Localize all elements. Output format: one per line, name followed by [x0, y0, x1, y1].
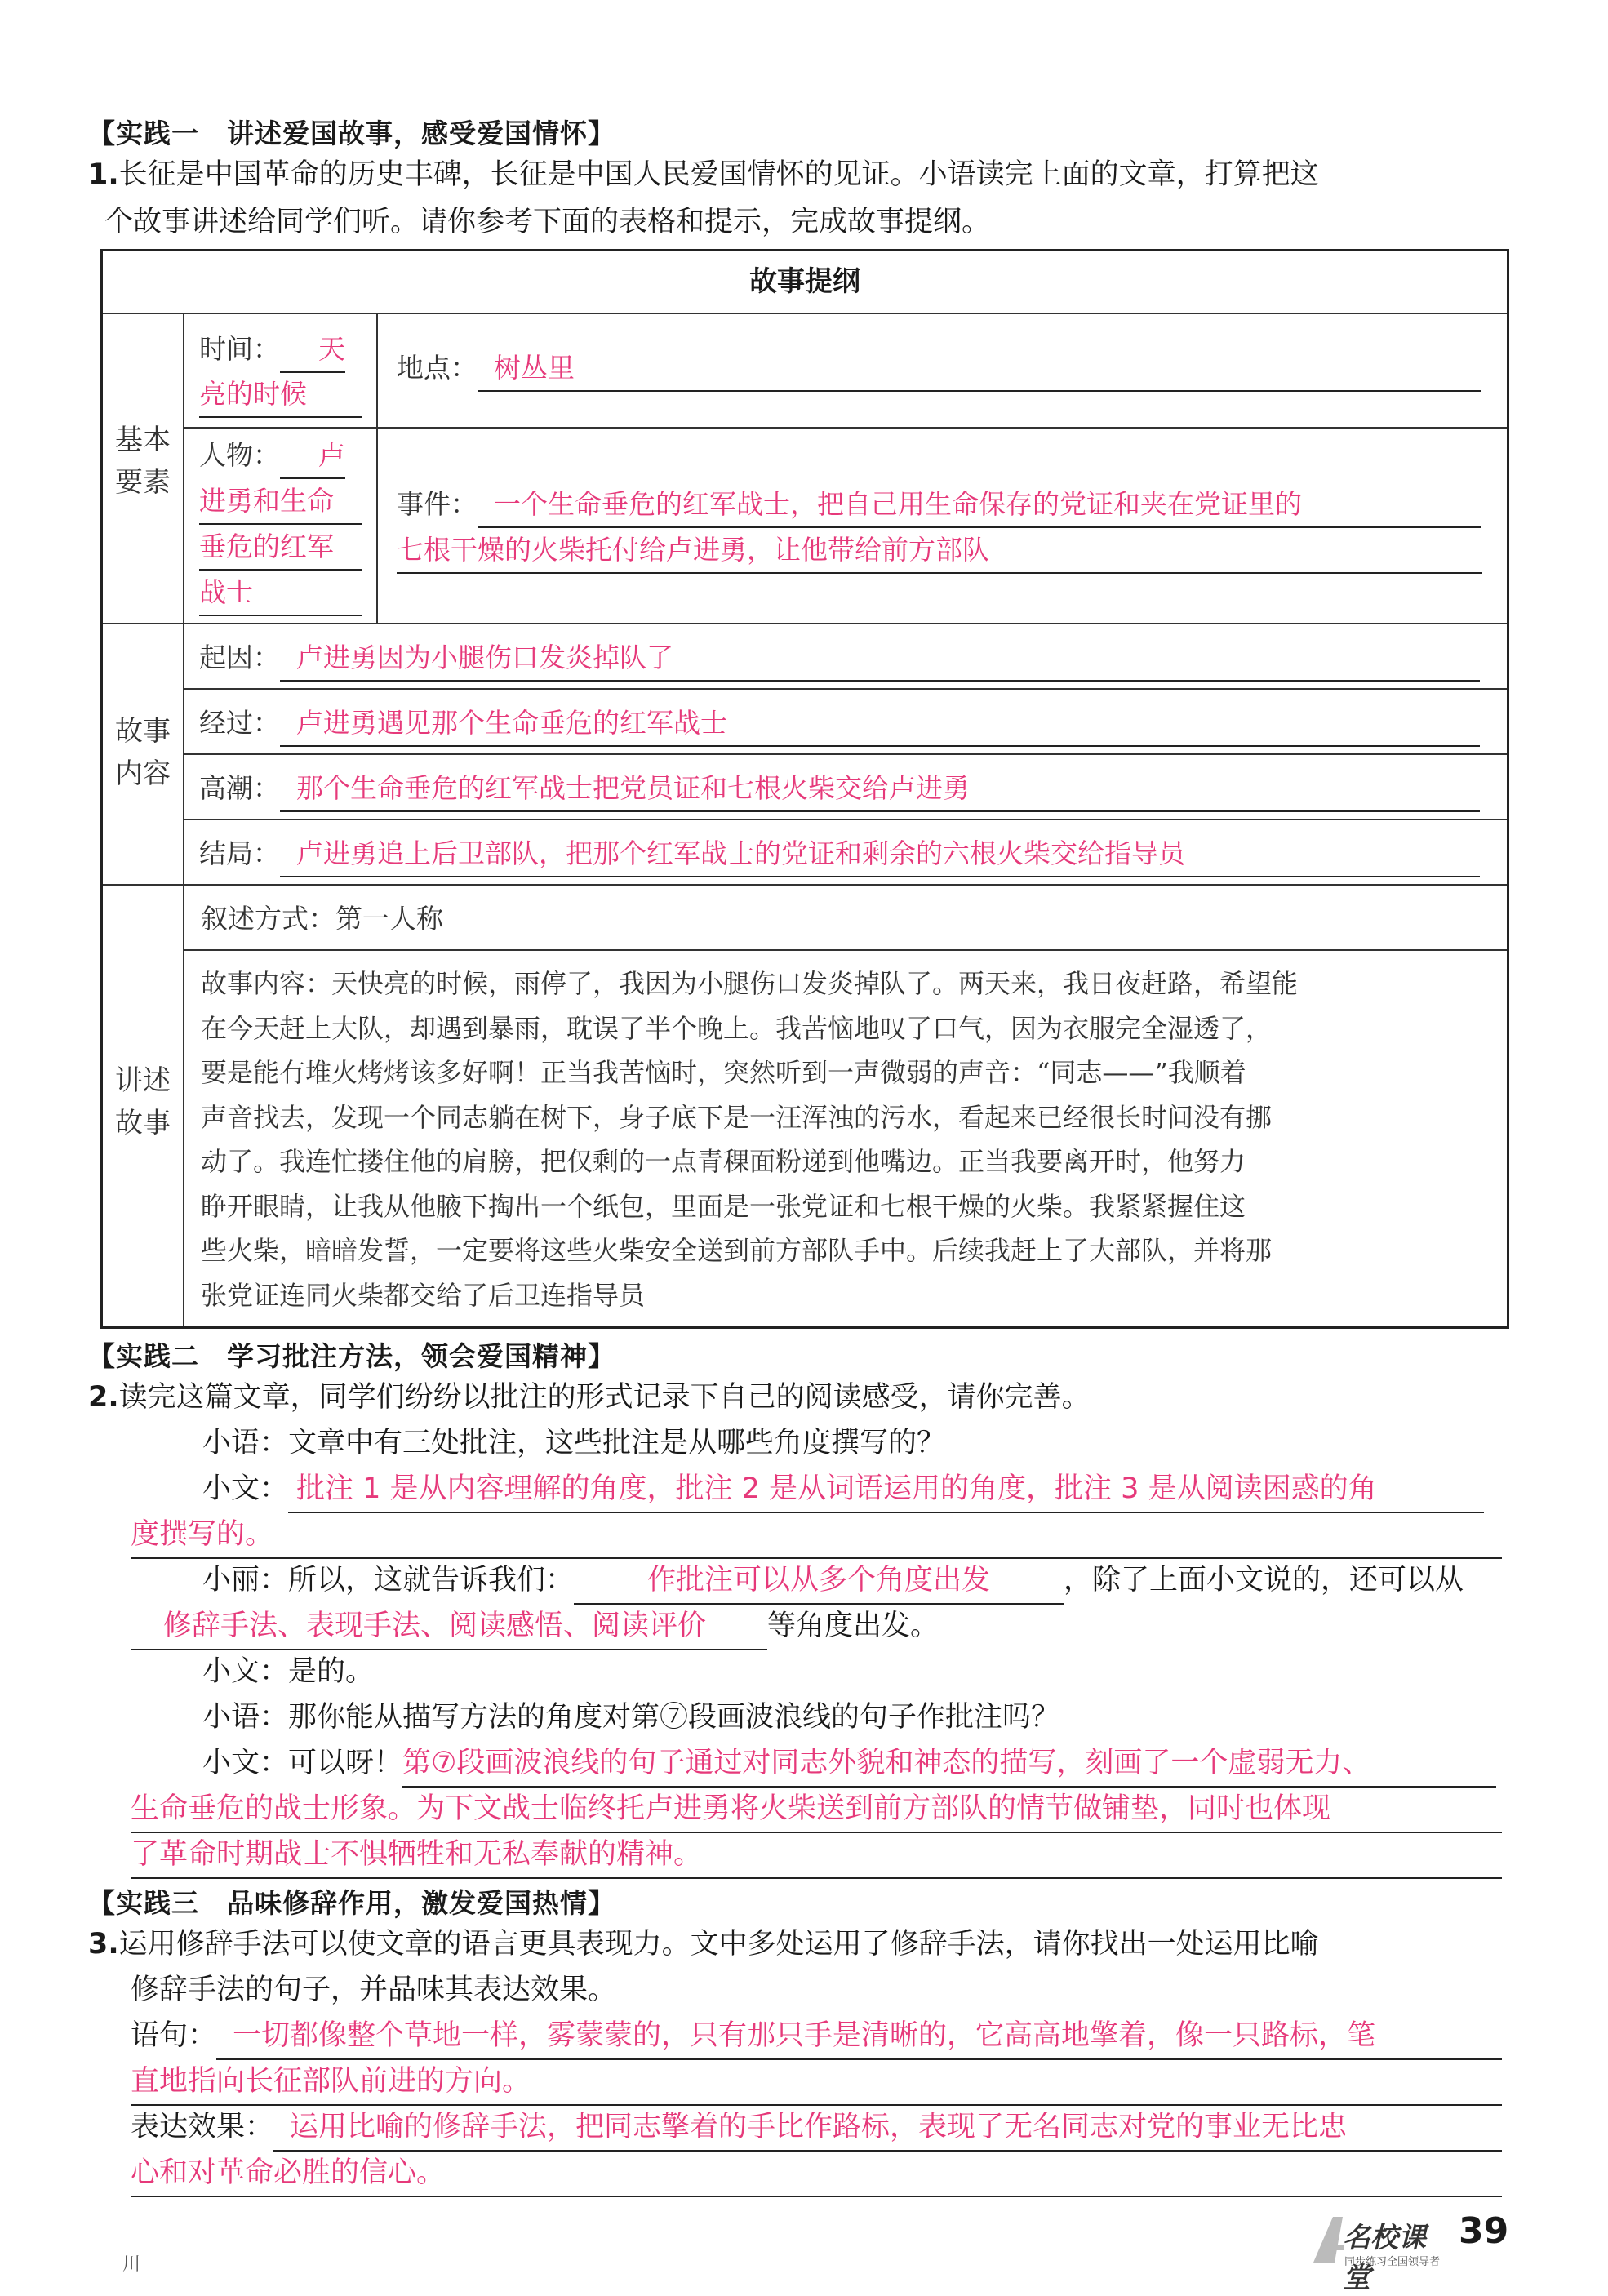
dialogue-3-label: 小丽：所以，这就告诉我们：: [202, 1564, 575, 1597]
story-text: [201, 961, 1499, 1317]
person-answer-3: 垂危的红军: [199, 524, 362, 571]
sentence-answer-1: 一切都像整个草地一样，雾蒙蒙的，只有那只手是清晰的，它高高地擎着，像一只路标，笔: [216, 2013, 1502, 2060]
effect-answer-2: 心和对革命必胜的信心。: [131, 2150, 1502, 2197]
dialogue-4: 小文：是的。: [202, 1655, 375, 1688]
dialogue-2-answer-2: 度撰写的。: [131, 1512, 1502, 1559]
ending-answer: 卢进勇追上后卫部队，把那个红军战士的党证和剩余的六根火柴交给指导员: [280, 831, 1480, 877]
dialogue-2-answer-1: 批注 1 是从内容理解的角度，批注 2 是从词语运用的角度，批注 3 是从阅读困惑的角: [288, 1466, 1484, 1513]
table-title: 故事提纲: [749, 265, 860, 298]
sentence-row-2: [131, 2058, 1502, 2106]
cause-answer: 卢进勇因为小腿伤口发炎掉队了: [280, 635, 1480, 682]
place-answer: 树丛里: [478, 345, 1481, 392]
dialogue-5: 小语：那你能从描写方法的角度对第⑦段画波浪线的句子作批注吗？: [202, 1701, 1060, 1734]
section-1-title: 【实践一 讲述爱国故事，感受爱国情怀】: [88, 118, 615, 149]
brand-name: 名校课堂: [1343, 2222, 1426, 2294]
effect-answer-1: 运用比喻的修辞手法，把同志擎着的手比作路标，表现了无名同志对党的事业无比忠: [273, 2104, 1502, 2152]
event-answer-2-line: [397, 527, 1482, 574]
effect-row: [131, 2104, 1502, 2152]
event-label: 事件：: [397, 488, 478, 520]
section-2-title: 【实践二 学习批注方法，领会爱国精神】: [88, 1340, 615, 1372]
event-answer-2: 七根干燥的火柴托付给卢进勇，让他带给前方部队: [397, 527, 1482, 574]
place-cell: [397, 345, 1481, 392]
footer-mark: 川: [122, 2254, 141, 2275]
question-1-number: 1.: [88, 158, 119, 191]
sentence-row: [131, 2013, 1502, 2060]
person-answer-2: 进勇和生命: [199, 478, 362, 525]
time-answer-1: 天: [280, 326, 345, 373]
section-3-title: 【实践三 品味修辞作用，激发爱国热情】: [88, 1887, 615, 1919]
effect-label: 表达效果：: [131, 2111, 274, 2143]
person-label: 人物：: [199, 439, 280, 471]
cause-cell: [199, 635, 1480, 682]
story-line: 故事内容：天快亮的时候，雨停了，我因为小腿伤口发炎掉队了。两天来，我日夜赶路，希望能: [201, 968, 1299, 999]
dialogue-1: 小语：文章中有三处批注，这些批注是从哪些角度撰写的？: [202, 1427, 946, 1459]
question-1-line-2: 个故事讲述给同学们听。请你参考下面的表格和提示，完成故事提纲。: [104, 206, 991, 238]
dialogue-6-line-2: [131, 1786, 1502, 1833]
dialogue-2-line-2: [131, 1512, 1502, 1559]
story-outline-table: [100, 249, 1509, 1329]
question-2-number: 2.: [88, 1381, 119, 1414]
story-line: 要是能有堆火烤烤该多好啊！正当我苦恼时，突然听到一声微弱的声音：“同志——”我顺着: [201, 1057, 1246, 1088]
time-answer-2: 亮的时候: [199, 371, 362, 418]
story-line: 在今天赶上大队，却遇到暴雨，耽误了半个晚上。我苦恼地叹了口气，因为衣服完全湿透了，: [201, 1012, 1273, 1044]
time-label: 时间：: [199, 333, 280, 365]
dialogue-3-rest: ，除了上面小文说的，还可以从: [1064, 1564, 1464, 1597]
dialogue-3-rest-2: 等角度出发。: [767, 1610, 939, 1642]
time-cell-line-2: [199, 371, 362, 418]
effect-row-2: [131, 2150, 1502, 2197]
brand-logo: [1310, 2212, 1449, 2294]
story-line: 些火柴，暗暗发誓，一定要将这些火柴安全送到前方部队手中。后续我赶上了大部队，并将那: [201, 1235, 1273, 1266]
story-line: 张党证连同火柴都交给了后卫连指导员: [201, 1279, 646, 1311]
dialogue-6-answer-2: 生命垂危的战士形象。为下文战士临终托卢进勇将火柴送到前方部队的情节做铺垫，同时也体现: [131, 1786, 1502, 1833]
tell-story-label: 讲述 故事: [115, 1064, 171, 1139]
dialogue-6-answer-1: 第⑦段画波浪线的句子通过对同志外貌和神态的描写，刻画了一个虚弱无力、: [402, 1740, 1496, 1788]
question-3-line-1: 运用修辞手法可以使文章的语言更具表现力。文中多处运用了修辞手法，请你找出一处运用比喻: [118, 1928, 1319, 1961]
climax-cell: [199, 766, 1480, 812]
page-number: 39: [1459, 2210, 1509, 2252]
dialogue-6-line-3: [131, 1832, 1502, 1879]
sentence-label: 语句：: [131, 2019, 217, 2052]
person-answer-2-line: [199, 478, 362, 525]
climax-answer: 那个生命垂危的红军战士把党员证和七根火柴交给卢进勇: [280, 766, 1480, 812]
basic-elements-label: 基本 要素: [115, 424, 171, 499]
story-line: 动了。我连忙搂住他的肩膀，把仅剩的一点青稞面粉递到他嘴边。正当我要离开时，他努力: [201, 1146, 1246, 1177]
event-cell: [397, 482, 1481, 528]
question-3: [88, 1921, 1319, 1967]
process-cell: [199, 700, 1480, 747]
dialogue-2: [202, 1466, 1484, 1513]
event-answer-1: 一个生命垂危的红军战士，把自己用生命保存的党证和夹在党证里的: [478, 482, 1481, 528]
dialogue-2-label: 小文：: [202, 1472, 289, 1505]
ending-cell: [199, 831, 1480, 877]
time-cell: [199, 326, 345, 373]
dialogue-6: [202, 1740, 1496, 1788]
dialogue-3-answer-2: 修辞手法、表现手法、阅读感悟、阅读评价: [131, 1603, 767, 1650]
dialogue-3-answer: 作批注可以从多个角度出发: [574, 1557, 1064, 1605]
dialogue-3-line-2: [131, 1603, 939, 1650]
person-answer-1: 卢: [280, 433, 345, 479]
question-2: [88, 1374, 1091, 1420]
process-answer: 卢进勇遇见那个生命垂危的红军战士: [280, 700, 1480, 747]
person-answer-4: 战士: [199, 570, 362, 616]
question-1-line-1: 长征是中国革命的历史丰碑，长征是中国人民爱国情怀的见证。小语读完上面的文章，打算把这: [118, 158, 1319, 191]
question-3-number: 3.: [88, 1928, 119, 1961]
question-2-line-1: 读完这篇文章，同学们纷纷以批注的形式记录下自己的阅读感受，请你完善。: [118, 1381, 1091, 1414]
person-answer-3-line: [199, 524, 362, 571]
person-cell: [199, 433, 345, 479]
dialogue-6-answer-3: 了革命时期战士不惧牺牲和无私奉献的精神。: [131, 1832, 1502, 1879]
narration-mode: 叙述方式：第一人称: [201, 903, 443, 935]
process-label: 经过：: [199, 707, 280, 739]
climax-label: 高潮：: [199, 772, 280, 804]
person-answer-4-line: [199, 570, 362, 616]
story-content-label: 故事 内容: [115, 715, 171, 790]
story-line: 声音找去，发现一个同志躺在树下，身子底下是一汪浑浊的污水，看起来已经很长时间没有挪: [201, 1101, 1273, 1133]
brand-subtitle: 同步练习全国领导者: [1344, 2256, 1441, 2268]
place-label: 地点：: [397, 352, 478, 384]
dialogue-6-label: 小文：可以呀！: [202, 1747, 403, 1779]
question-1: [88, 152, 1319, 198]
story-line: 睁开眼睛，让我从他腋下掏出一个纸包，里面是一张党证和七根干燥的火柴。我紧紧握住这: [201, 1190, 1246, 1222]
dialogue-3: [202, 1557, 1464, 1605]
sentence-answer-2: 直地指向长征部队前进的方向。: [131, 2058, 1502, 2106]
ending-label: 结局：: [199, 837, 280, 869]
question-3-line-2: 修辞手法的句子，并品味其表达效果。: [131, 1974, 617, 2006]
cause-label: 起因：: [199, 642, 280, 673]
